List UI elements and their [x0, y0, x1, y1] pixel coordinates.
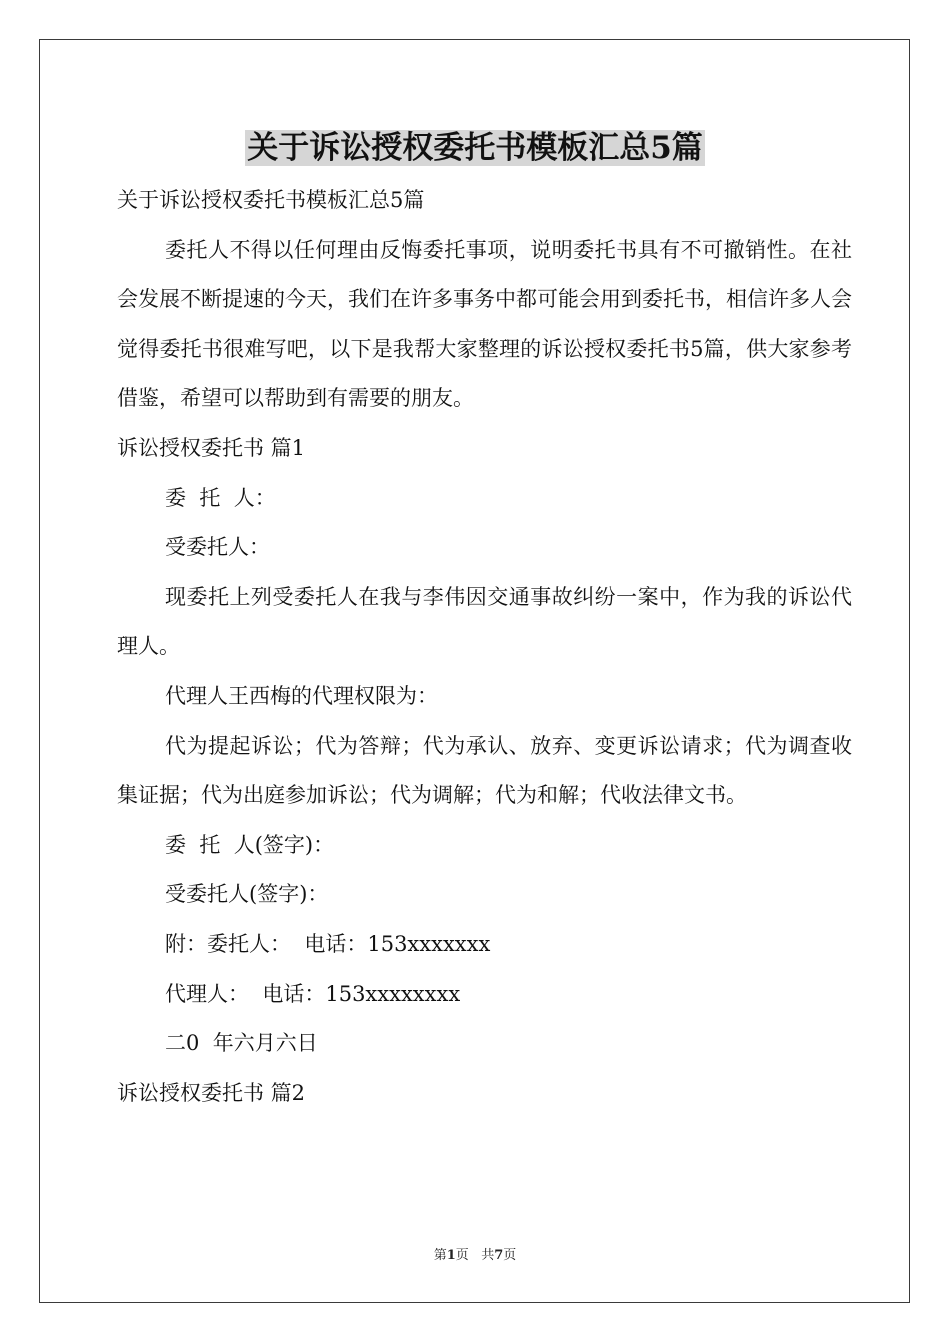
principal-phone-line: 附：委托人： 电话：153xxxxxxx: [165, 931, 491, 956]
authority-intro: 代理人王西梅的代理权限为：: [165, 683, 438, 708]
page-label-prefix: 第: [433, 1248, 447, 1263]
page-footer: [0, 1246, 950, 1266]
intro-paragraph: 委托人不得以任何理由反悔委托事项，说明委托书具有不可撤销性。在社会发展不断提速的今天，我们在许多事务中都可能会用到委托书，相信许多人会觉得委托书很难写吧，以下是我帮大家整理的诉讼授权委托书5篇，供大家参考借鉴，希望可以帮助到有需要的朋友。: [117, 237, 852, 411]
total-label-prefix: 共: [481, 1248, 495, 1263]
authority-list: 代为提起诉讼；代为答辩；代为承认、放弃、变更诉讼请求；代为调查收集证据；代为出庭参加诉讼；代为调解；代为和解；代收法律文书。: [117, 733, 852, 808]
section-heading-2: 诉讼授权委托书 篇2: [117, 1080, 306, 1105]
document-body: [117, 176, 852, 1118]
document-title-text: 关于诉讼授权委托书模板汇总5篇: [247, 130, 703, 166]
page-label-suffix: 页: [455, 1248, 469, 1263]
principal-signature-line: 委 托 人(签字)：: [165, 832, 335, 857]
agent-signature-line: 受委托人(签字)：: [165, 882, 329, 907]
date-line: 二0 年六月六日: [165, 1031, 318, 1056]
agent-phone-line: 代理人： 电话：153xxxxxxxx: [165, 981, 461, 1006]
section-heading-1: 诉讼授权委托书 篇1: [117, 435, 306, 460]
agent-field: 受委托人：: [165, 535, 270, 560]
document-title: [0, 126, 950, 170]
entrustment-paragraph: 现委托上列受委托人在我与李伟因交通事故纠纷一案中，作为我的诉讼代理人。: [117, 584, 852, 659]
total-pages: 7: [494, 1248, 504, 1263]
principal-field: 委 托 人：: [165, 485, 276, 510]
page-number: 1: [446, 1248, 456, 1263]
document-subtitle: 关于诉讼授权委托书模板汇总5篇: [117, 188, 425, 212]
total-label-suffix: 页: [503, 1248, 517, 1263]
